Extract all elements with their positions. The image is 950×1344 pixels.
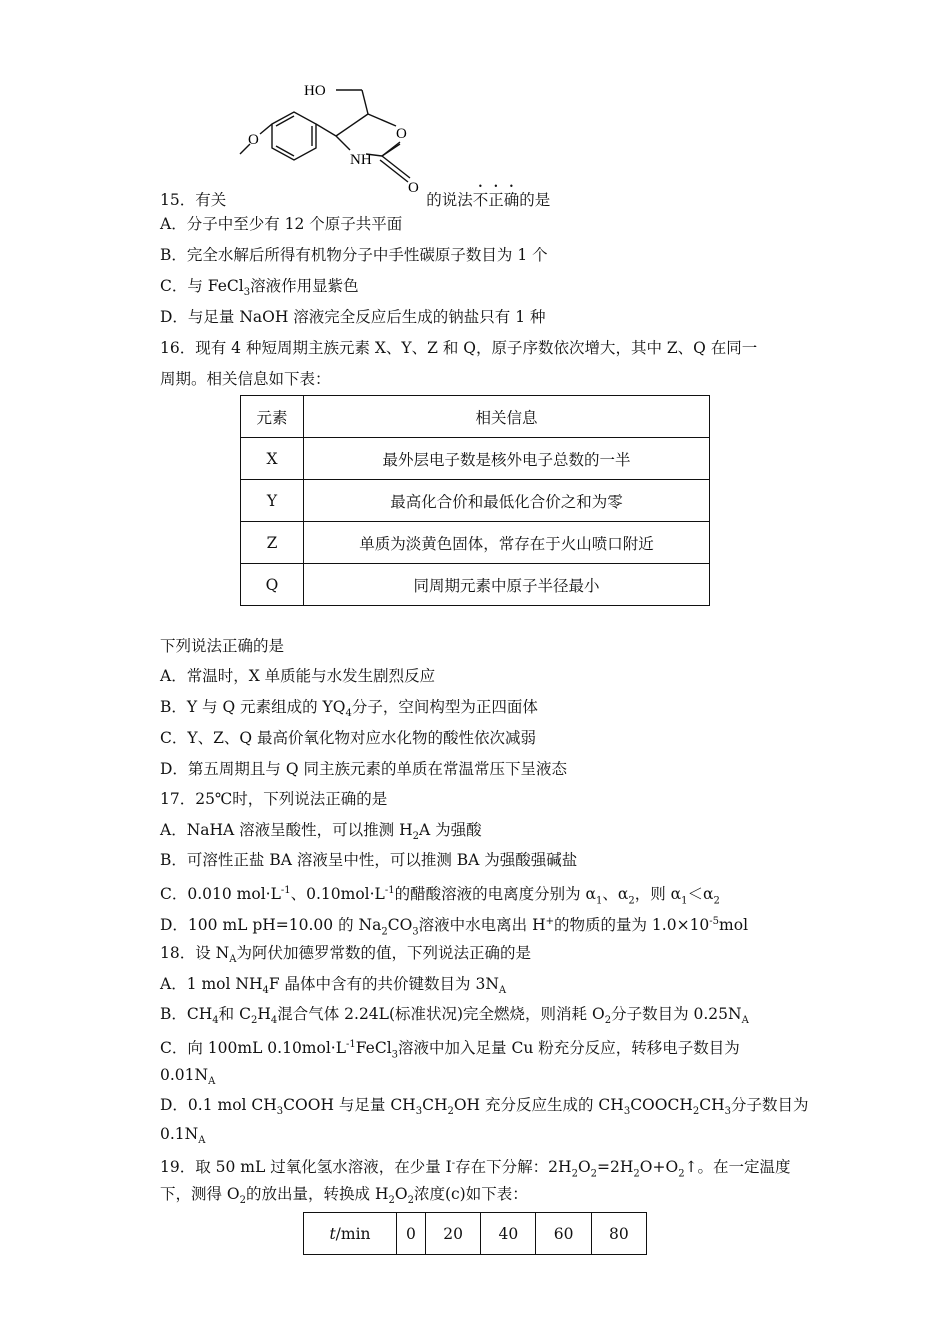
q16-option-d: D．第五周期且与 Q 同主族元素的单质在常温常压下呈液态 <box>160 760 567 778</box>
q17-option-d: D．100 mL pH=10.00 的 $Na_2CO_3$溶液中水电离出 H+的物质的量为 $1.0\times 10^{-5}mol$ <box>160 916 749 938</box>
carbonyl-o-label: O <box>408 180 419 196</box>
q16-option-c: C．Y、Z、Q 最高价氧化物对应水化物的酸性依次减弱 <box>160 729 536 747</box>
q18-option-c-cont: $0.01N_A$ <box>160 1066 216 1088</box>
table-row: Y 最高化合价和最低化合价之和为零 <box>241 480 710 522</box>
q18-option-d-cont: $0.1N_A$ <box>160 1125 206 1147</box>
q15-option-c: C．与 FeCl$_3$溶液作用显紫色 <box>160 277 359 299</box>
q15-option-b: B．完全水解后所得有机物分子中手性碳原子数目为 1 个 <box>160 246 548 264</box>
q17-option-c: C．0.010 $mol\cdot L^{-1}$、$0.10mol\cdot L^{-1}$的醋酸溶液的电离度分别为 $\alpha_1$、$\alpha_2$，则 $\alpha_1<\alpha_2$ <box>160 885 720 907</box>
ring-o-label: O <box>396 126 407 142</box>
methoxy-o-label: O <box>248 132 259 148</box>
nh-label: NH <box>350 152 372 168</box>
table-header: 元素 <box>241 396 304 438</box>
q16-element-table <box>240 395 710 606</box>
table-row: Q 同周期元素中原子半径最小 <box>241 564 710 606</box>
q15-stem: 15．有关 的说法不正确的是 <box>160 191 551 209</box>
table-row: t/min 0 20 40 60 80 <box>304 1213 647 1255</box>
table-header: 相关信息 <box>304 396 710 438</box>
q18-option-c: C．向 100mL $0.10mol\cdot L^{-1}FeCl_3$溶液中加入足量 Cu 粉充分反应，转移电子数目为 <box>160 1039 740 1061</box>
table-row: X 最外层电子数是核外电子总数的一半 <box>241 438 710 480</box>
q17-option-a: A．NaHA 溶液呈酸性，可以推测 $H_2A$ 为强酸 <box>160 821 482 843</box>
q15-option-d: D．与足量 NaOH 溶液完全反应后生成的钠盐只有 1 种 <box>160 308 546 326</box>
q16-ask: 下列说法正确的是 <box>160 637 285 655</box>
q19-stem-line2: 下，测得 $O_2$的放出量，转换成 $H_2O_2$浓度(c)如下表： <box>160 1185 528 1207</box>
molecule-structure <box>232 74 432 198</box>
q16-option-a: A．常温时，X 单质能与水发生剧烈反应 <box>160 667 436 685</box>
q19-concentration-table <box>303 1212 647 1255</box>
q16-stem-line2: 周期。相关信息如下表： <box>160 370 331 388</box>
q18-option-b: B．$CH_4$和 $C_2H_4$混合气体 2.24L(标准状况)完全燃烧，则消耗 $O_2$分子数目为 $0.25N_A$ <box>160 1005 749 1027</box>
emphasis-text: 不正确 <box>472 191 520 209</box>
q15-option-a: A．分子中至少有 12 个原子共平面 <box>160 215 403 233</box>
table-header: t/min <box>304 1213 397 1255</box>
q17-option-b: B．可溶性正盐 BA 溶液呈中性，可以推测 BA 为强酸强碱盐 <box>160 851 578 869</box>
q17-stem: 17．25℃时，下列说法正确的是 <box>160 790 388 808</box>
q18-option-d: D．0.1 mol $CH_3COOH$ 与足量 $CH_3CH_2OH$ 充分反应生成的 $CH_3COOCH_2CH_3$分子数目为 <box>160 1096 809 1118</box>
ho-label: HO <box>304 83 326 99</box>
q18-stem: 18．设 $N_A$为阿伏加德罗常数的值，下列说法正确的是 <box>160 944 531 966</box>
q16-option-b: B．Y 与 Q 元素组成的 $YQ_4$分子，空间构型为正四面体 <box>160 698 538 720</box>
table-row: Z 单质为淡黄色固体，常存在于火山喷口附近 <box>241 522 710 564</box>
q16-stem-line1: 16．现有 4 种短周期主族元素 X、Y、Z 和 Q，原子序数依次增大，其中 Z、Q 在同一 <box>160 339 758 357</box>
q18-option-a: A．1 mol $NH_4F$ 晶体中含有的共价键数目为 $3N_A$ <box>160 975 507 997</box>
q19-stem-line1: 19．取 50 mL 过氧化氢水溶液，在少量 I-存在下分解：$2H_2O_2=2H_2O+O_2↑$。在一定温度 <box>160 1158 791 1180</box>
